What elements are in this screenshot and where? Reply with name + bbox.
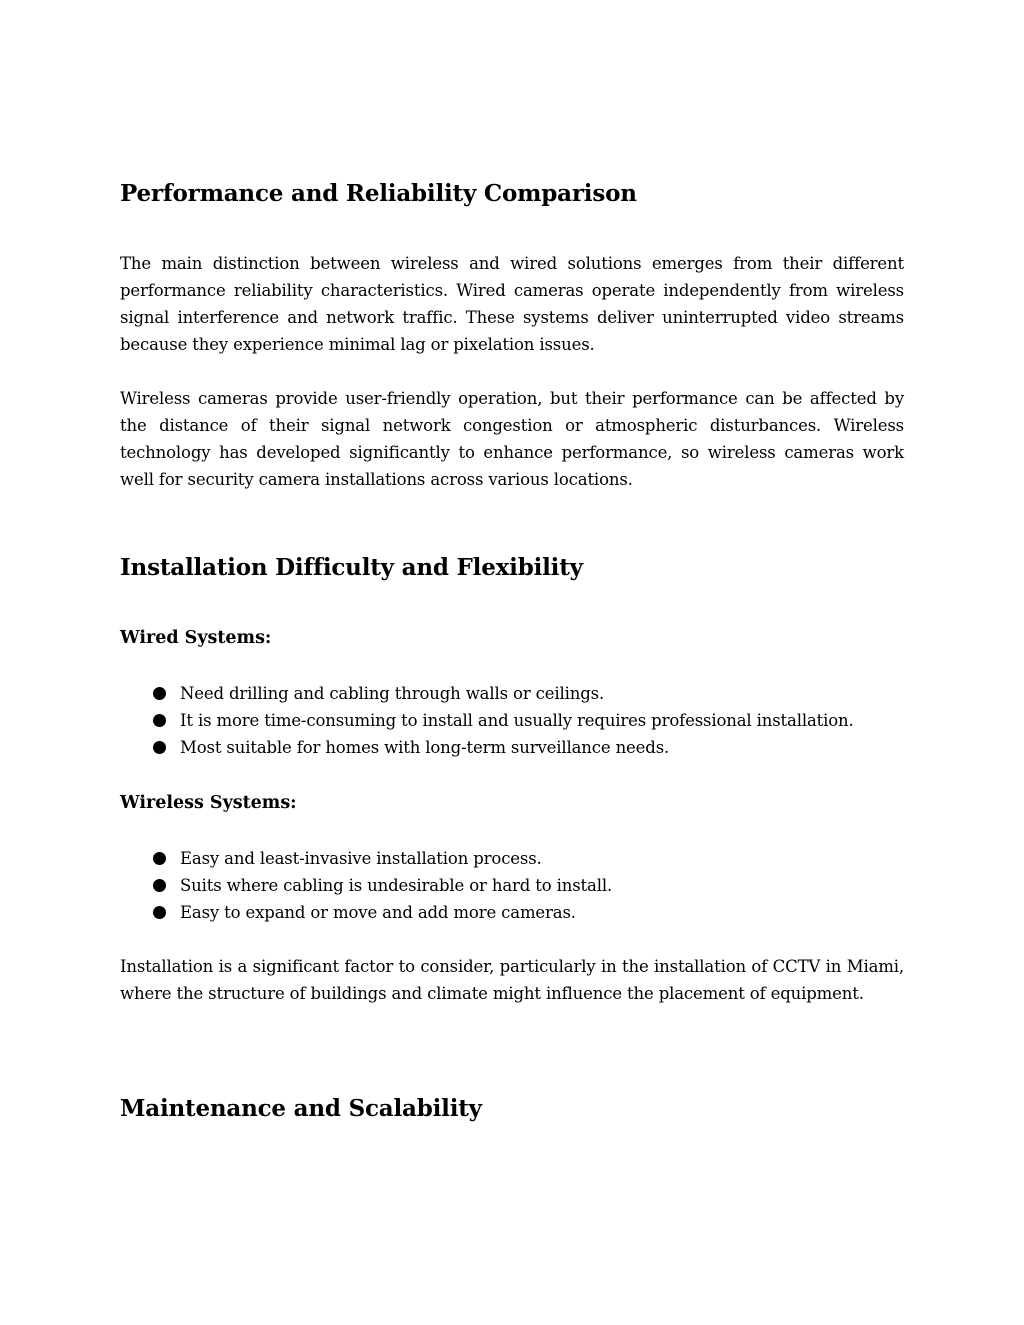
- subheading-wired-systems: Wired Systems:: [120, 628, 272, 648]
- paragraph-performance-1: The main distinction between wireless and wired solutions emerges from their different performance reliability characteristics. Wired cameras operate independently from wireless signal interference and network traffic. These systems deliver uninterrupted video streams because they experience minimal lag or pixelation issues.: [120, 254, 904, 354]
- heading-performance: Performance and Reliability Comparison: [120, 180, 637, 207]
- list-item: Easy to expand or move and add more cameras.: [120, 899, 904, 926]
- heading-maintenance: Maintenance and Scalability: [120, 1095, 482, 1122]
- list-item: Suits where cabling is undesirable or hard to install.: [120, 872, 904, 899]
- bullet-icon: [153, 879, 166, 892]
- list-item: Easy and least-invasive installation process.: [120, 845, 904, 872]
- subheading-wireless-systems: Wireless Systems:: [120, 793, 297, 813]
- list-item: Most suitable for homes with long-term surveillance needs.: [120, 734, 904, 761]
- bullet-icon: [153, 687, 166, 700]
- paragraph-performance-2: Wireless cameras provide user-friendly operation, but their performance can be affected by the distance of their signal network congestion or atmospheric disturbances. Wireless technology has developed significantly to enhance performance, so wireless cameras work well for security camera installations across various locations.: [120, 389, 904, 489]
- heading-installation: Installation Difficulty and Flexibility: [120, 554, 583, 581]
- list-wired-systems: [120, 680, 904, 761]
- paragraph-installation: Installation is a significant factor to consider, particularly in the installation of CCTV in Miami, where the structure of buildings and climate might influence the placement of equipment.: [120, 957, 904, 1003]
- list-item: It is more time-consuming to install and usually requires professional installation.: [120, 707, 904, 734]
- bullet-icon: [153, 714, 166, 727]
- list-wireless-systems: [120, 845, 904, 926]
- bullet-icon: [153, 741, 166, 754]
- list-item: Need drilling and cabling through walls or ceilings.: [120, 680, 904, 707]
- bullet-icon: [153, 852, 166, 865]
- bullet-icon: [153, 906, 166, 919]
